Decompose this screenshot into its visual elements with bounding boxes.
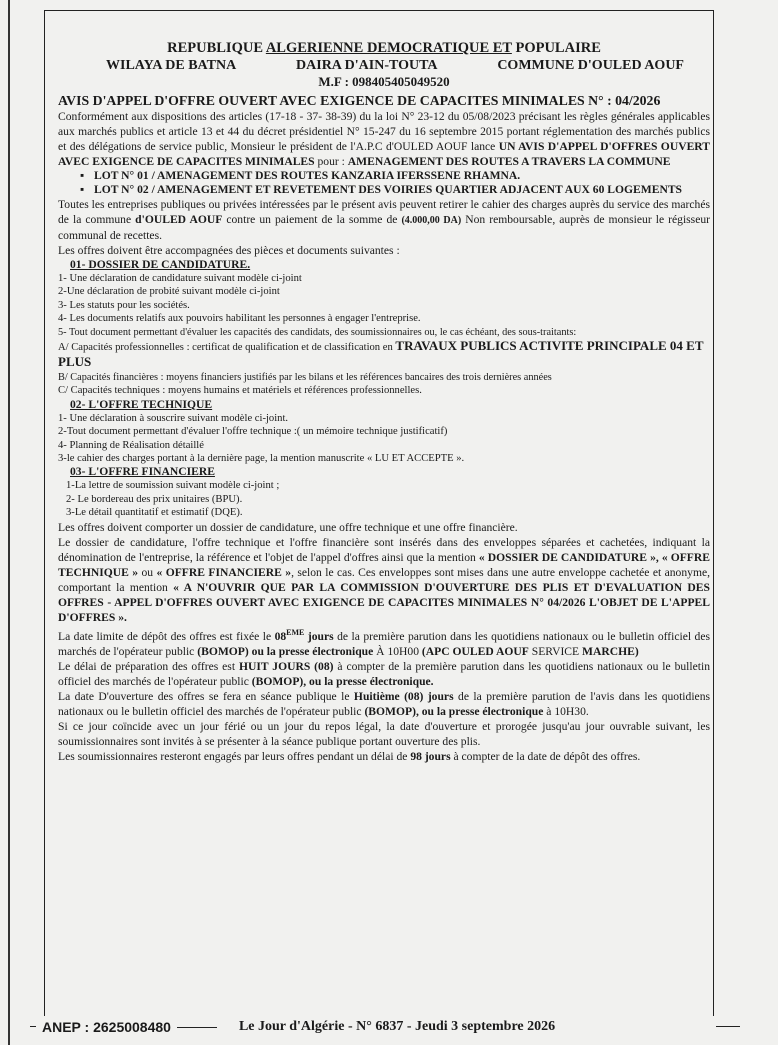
intro-bold-1: UN AVIS D'APPEL D'OFFRES OUVERT AVEC EXIGENCE DE CAPACITES MINIMALES	[58, 140, 710, 168]
delai-text-1: Le délai de préparation des offres est	[58, 659, 239, 673]
intro-text-2: pour :	[314, 155, 348, 168]
delai-bold-2: (BOMOP), ou la presse électronique.	[251, 674, 434, 688]
date-limite-bold-1: 08	[274, 629, 287, 643]
list-item: 2-Tout document permettant d'évaluer l'offre technique :( un mémoire technique justificatif)	[58, 426, 448, 438]
engages-bold-1: 98 jours	[410, 749, 451, 763]
capacity-a-text: A/ Capacités professionnelles : certificat de qualification et de classification en	[58, 342, 396, 354]
list-item: 4- Planning de Réalisation détaillé	[58, 439, 204, 451]
list-item: 1- Une déclaration de candidature suivant modèle ci-joint	[58, 273, 302, 284]
ouverture-bold-2: (BOMOP), ou la presse électronique	[364, 704, 544, 718]
list-item: 1-La lettre de soumission suivant modèle ci-joint ;	[66, 480, 280, 492]
retrait-text-2: contre un paiement de la somme de	[222, 213, 402, 226]
commune: COMMUNE D'OULED AOUF	[497, 58, 684, 73]
ouverture-text-2: de la première parution de l'avis dans les quotidiens nationaux ou le bulletin officiel des marchés de l'opérateur public	[58, 689, 710, 718]
avis-title: AVIS D'APPEL D'OFFRE OUVERT AVEC EXIGENCE DE CAPACITES MINIMALES N° : 04/2026	[58, 93, 661, 108]
retrait-text-1: Toutes les entreprises publiques ou privées intéressées par le présent avis peuvent retirer le cahier des charges auprès du service des marchés de la commune	[58, 198, 710, 226]
section-technique-title: 02- L'OFFRE TECHNIQUE	[70, 397, 213, 411]
date-limite-text-4: SERVICE	[528, 644, 583, 658]
intro-paragraph	[58, 109, 710, 169]
list-item: 5- Tout document permettant d'évaluer les capacités des candidats, des soumissionnaires ou, le cas échéant, des sous-traitants:	[58, 326, 577, 338]
ouverture-bold-1: Huitième (08) jours	[353, 689, 454, 703]
date-limite-text-2: de la première parution dans les quotidiens nationaux ou le bulletin officiel des marchés de l'opérateur public	[58, 629, 710, 658]
date-limite-bold-5: MARCHE)	[582, 644, 639, 658]
lots-list	[58, 169, 710, 197]
retrait-paragraph	[58, 197, 710, 243]
date-limite-bold-2: jours	[304, 629, 334, 643]
engages-text-1: Les soumissionnaires resteront engagés par leurs offres pendant un délai de	[58, 749, 411, 763]
list-item: 1- Une déclaration à souscrire suivant modèle ci-joint.	[58, 412, 289, 424]
mf-number: M.F : 098405405049520	[318, 74, 450, 89]
intro-text-1: Conformément aux dispositions des articles (17-18 - 37- 38-39) du la loi N° 23-12 du 05/08/2023 précisant les règles générales applicables aux marchés publics et article 13 et 44 du décret présidentiel N° 15-247 du 16 septembre 2015 portant réglementation des marchés publics et des délégations de service public, Monsieur le président de l'A.P.C d'OULED AOUF lance	[58, 110, 710, 153]
lot-item: ▪ LOT N° 01 / AMENAGEMENT DES ROUTES KANZARIA IFERSSENE RHAMNA.	[80, 169, 710, 183]
engages-paragraph	[58, 749, 710, 764]
list-item: 2-Une déclaration de probité suivant modèle ci-joint	[58, 286, 280, 298]
retrait-text-3: Non remboursable, auprès de monsieur le régisseur communal de recettes.	[58, 213, 710, 242]
list-item: 2- Le bordereau des prix unitaires (BPU).	[66, 493, 243, 505]
list-item: 4- Les documents relatifs aux pouvoirs habilitant les personnes à engager l'entreprise.	[58, 313, 421, 325]
capacity-a-bold: TRAVAUX PUBLICS ACTIVITE PRINCIPALE 04 ET PLUS	[58, 338, 704, 370]
date-limite-sup: EME	[286, 627, 305, 637]
header-republique-underlined: ALGERIENNE DEMOCRATIQUE ET	[265, 40, 512, 56]
footer-dash	[177, 1027, 217, 1028]
dossier-bold-3: « A N'OUVRIR QUE PAR LA COMMISSION D'OUVERTURE DES PLIS ET D'EVALUATION DES OFFRES - APPEL D'OFFRES OUVERT AVEC EXIGENCE DE CAPACITES MINIMALES N° 04/2026 L'OBJET DE L'APPEL D'OFFRES ».	[58, 580, 710, 624]
dossier-text-1: Le dossier de candidature, l'offre technique et l'offre financière sont insérés dans des enveloppes séparées et cachetées, indiquant la dénomination de l'entreprise, la référence et l'objet de l'appel d'offres ainsi que la mention	[58, 535, 710, 564]
capacity-c: C/ Capacités techniques : moyens humains et matériels et références professionnelles.	[58, 385, 422, 397]
ferie-paragraph: Si ce jour coïncide avec un jour férié ou un jour du repos légal, la date d'ouverture et prorogée jusqu'au jour ouvrable suivant, les soumissionnaires sont invités à se présenter à la séance publique portant ouverture des plis.	[58, 719, 710, 748]
dossier-bold-1: « DOSSIER DE CANDIDATURE », « OFFRE TECHNIQUE »	[58, 550, 710, 579]
offres-intro: Les offres doivent être accompagnées des pièces et documents suivantes :	[58, 244, 400, 257]
section-dossier-title: 01- DOSSIER DE CANDIDATURE.	[70, 258, 251, 271]
retrait-bold-1: d'OULED AOUF	[135, 213, 223, 226]
list-item: 3-le cahier des charges portant à la dernière page, la mention manuscrite « LU ET ACCEPTE ».	[58, 453, 465, 465]
footer-bar	[36, 1016, 716, 1038]
retrait-amount: (4.000,00 DA)	[401, 215, 462, 226]
ouverture-paragraph	[58, 689, 710, 719]
capacity-b: B/ Capacités financières : moyens financiers justifiés par les bilans et les références bancaires des trois dernières années	[58, 372, 552, 384]
admin-row	[58, 57, 710, 74]
date-limite-paragraph	[58, 625, 710, 659]
list-item: 3- Les statuts pour les sociétés.	[58, 299, 190, 311]
dossier-bold-2: « OFFRE FINANCIERE »	[156, 565, 292, 579]
intro-bold-2: AMENAGEMENT DES ROUTES A TRAVERS LA COMMUNE	[347, 155, 671, 168]
delai-text-2: à compter de la première parution dans les quotidiens nationaux ou le bulletin officiel des marchés de l'opérateur public	[58, 659, 710, 688]
delai-paragraph	[58, 659, 710, 689]
header-republique-pre: REPUBLIQUE	[167, 40, 266, 56]
anep-reference: ANEP : 2625008480	[36, 1019, 177, 1035]
section-financiere-title: 03- L'OFFRE FINANCIERE	[70, 465, 215, 479]
republic-header	[58, 40, 710, 57]
ouverture-text-3: à 10H30.	[543, 704, 589, 718]
ouverture-text-1: La date D'ouverture des offres se fera en séance publique le	[58, 689, 354, 703]
wilaya: WILAYA DE BATNA	[106, 58, 237, 73]
date-limite-text-1: La date limite de dépôt des offres est fixée le	[58, 629, 275, 643]
dossier-paragraph	[58, 535, 710, 625]
notice-content	[58, 40, 710, 764]
date-limite-bold-3: (BOMOP) ou la presse électronique	[197, 644, 374, 658]
lot-item: ▪ LOT N° 02 / AMENAGEMENT ET REVETEMENT DES VOIRIES QUARTIER ADJACENT AUX 60 LOGEMENTS	[80, 183, 710, 197]
header-republique-post: POPULAIRE	[511, 40, 601, 56]
engages-text-2: à compter de la date de dépôt des offres.	[450, 749, 641, 763]
page-edge-left	[0, 0, 10, 1045]
dossier-text-2: ou	[138, 565, 157, 579]
journal-reference: Le Jour d'Algérie - N° 6837 - Jeudi 3 septembre 2026	[233, 1019, 561, 1035]
list-item: 3-Le détail quantitatif et estimatif (DQE).	[66, 507, 243, 519]
dossier-text-3: , selon le cas. Ces enveloppes sont mises dans une autre enveloppe cachetée et anonyme, comportant la mention	[58, 565, 711, 594]
daira: DAIRA D'AIN-TOUTA	[296, 58, 438, 73]
delai-bold-1: HUIT JOURS (08)	[238, 659, 334, 673]
capacity-a	[58, 339, 710, 371]
comporter-paragraph: Les offres doivent comporter un dossier de candidature, une offre technique et une offre financière.	[58, 520, 518, 534]
date-limite-bold-4: (APC OULED AOUF	[421, 644, 529, 658]
date-limite-text-3: À 10H00	[373, 644, 422, 658]
